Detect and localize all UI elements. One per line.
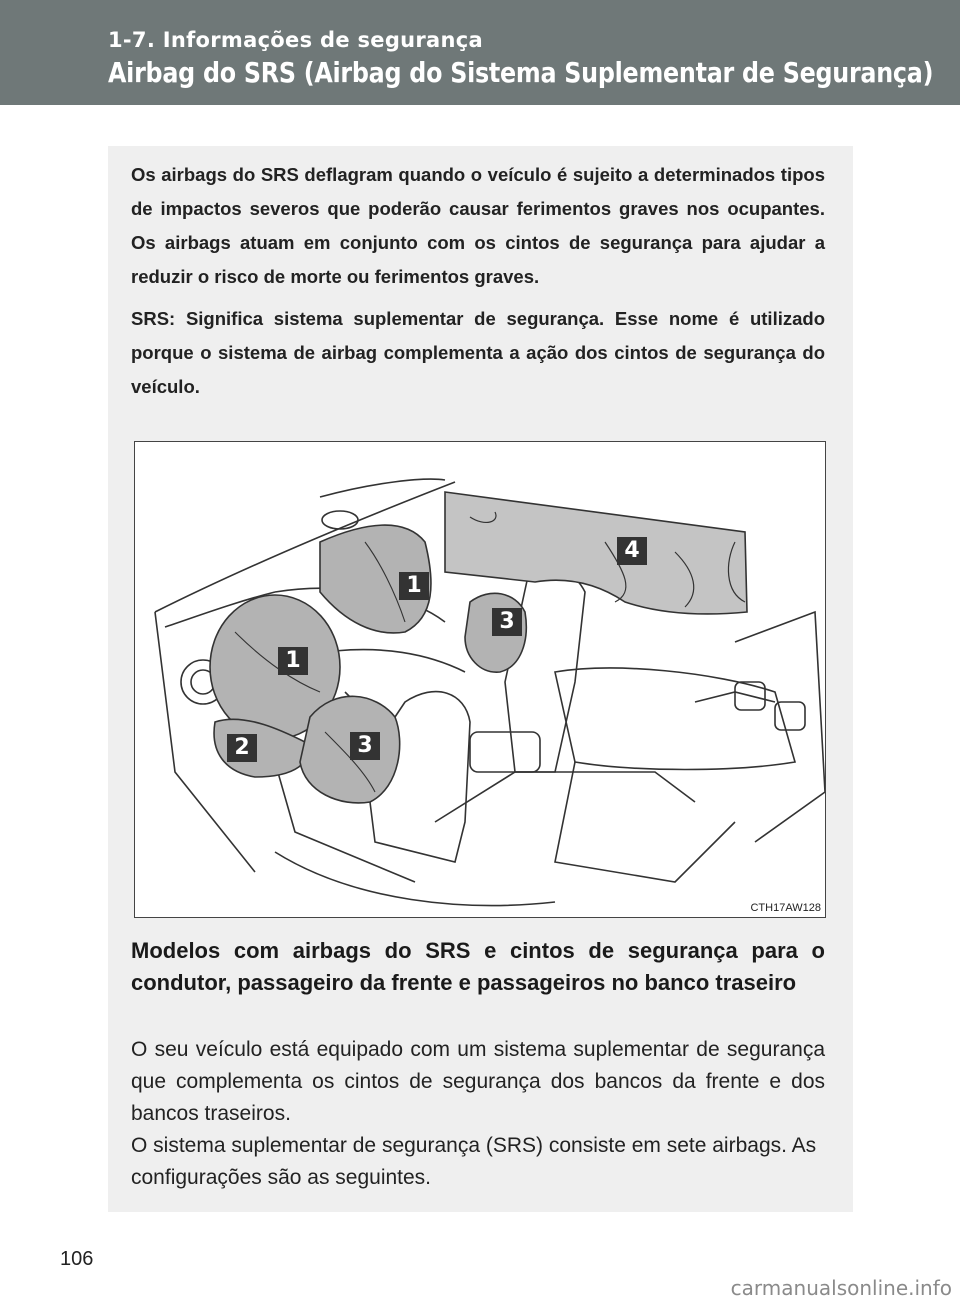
chapter-header [0, 0, 960, 105]
callout-2-knee: 2 [227, 734, 257, 762]
airbag-illustration [134, 441, 826, 918]
intro-paragraph-1: Os airbags do SRS deflagram quando o veículo é sujeito a determinados tipos de impactos severos que poderão causar ferimentos graves nos ocupantes. Os airbags atuam em conjunto com os cintos de segurança para ajudar a reduzir o risco de morte ou ferimentos graves. [131, 164, 825, 287]
body-paragraph-1: O seu veículo está equipado com um sistema suplementar de segurança que complementa os cintos de segurança dos bancos da frente e dos bancos traseiros. [131, 1038, 825, 1125]
callout-1-passenger: 1 [399, 572, 429, 600]
callout-3-passenger-side: 3 [492, 608, 522, 636]
page-number: 106 [60, 1248, 94, 1270]
intro-text [131, 158, 825, 412]
figure-code: CTH17AW128 [750, 902, 821, 914]
callout-1-driver: 1 [278, 647, 308, 675]
callout-3-driver-side: 3 [350, 732, 380, 760]
section-body [131, 1034, 825, 1194]
intro-paragraph-2: SRS: Significa sistema suplementar de segurança. Esse nome é utilizado porque o sistema de airbag complementa a ação dos cintos de segurança do veículo. [131, 308, 825, 397]
page-title: Airbag do SRS (Airbag do Sistema Suplementar de Segurança) [108, 56, 934, 89]
section-heading: Modelos com airbags do SRS e cintos de segurança para o condutor, passageiro da frente e passageiros no banco traseiro [131, 938, 825, 995]
watermark: carmanualsonline.info [730, 1276, 952, 1300]
car-interior-drawing [135, 442, 826, 918]
body-paragraph-2: O sistema suplementar de segurança (SRS) consiste em sete airbags. As configurações são as seguintes. [131, 1134, 817, 1189]
section-label: 1-7. Informações de segurança [108, 28, 483, 52]
callout-4-curtain: 4 [617, 537, 647, 565]
